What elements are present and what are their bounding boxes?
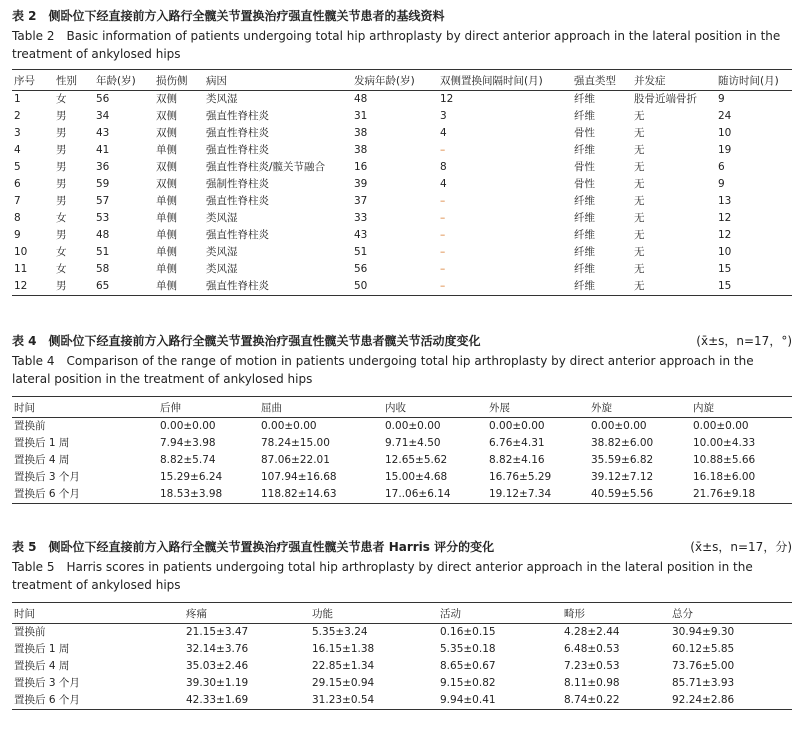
table-cell: – [440, 246, 446, 258]
table-cell: 双侧 [156, 110, 177, 122]
table4-header-cell: 后伸 [160, 401, 181, 414]
table-cell: 10 [14, 246, 28, 258]
table-cell: 无 [634, 229, 645, 241]
table-cell: 9 [14, 229, 21, 241]
table5-header-row [12, 603, 792, 624]
table-cell: 8.11±0.98 [564, 677, 620, 689]
table-cell: 19.12±7.34 [489, 488, 552, 500]
table-cell: 置换前 [14, 626, 46, 638]
table-cell: 双侧 [156, 161, 177, 173]
table-row [12, 641, 792, 658]
table-cell: 53 [96, 212, 110, 224]
table-cell: 16 [354, 161, 368, 173]
table-row [12, 142, 792, 159]
table-cell: 骨性 [574, 127, 595, 139]
table-cell: 双侧 [156, 178, 177, 190]
table2-header-cell: 性别 [56, 74, 77, 87]
table-cell: 33 [354, 212, 368, 224]
table-cell: 12 [14, 280, 28, 292]
table-cell: 5.35±3.24 [312, 626, 368, 638]
table2-header-cell: 序号 [14, 74, 35, 87]
table-cell: 17..06±6.14 [385, 488, 451, 500]
table-cell: 57 [96, 195, 110, 207]
table-cell: 女 [56, 93, 67, 105]
table-cell: 纤维 [574, 195, 595, 207]
table-cell: 9.15±0.82 [440, 677, 496, 689]
table-row [12, 486, 792, 504]
table-cell: 73.76±5.00 [672, 660, 735, 672]
table-cell: 纤维 [574, 263, 595, 275]
table-cell: 0.00±0.00 [385, 420, 441, 432]
table-cell: 12.65±5.62 [385, 454, 448, 466]
table-cell: 56 [96, 93, 110, 105]
table4-header-cell: 外展 [489, 401, 510, 414]
table-cell: 8.82±5.74 [160, 454, 216, 466]
table-cell: 单侧 [156, 144, 177, 156]
table-cell: 无 [634, 280, 645, 292]
table-cell: 40.59±5.56 [591, 488, 654, 500]
table5 [12, 602, 792, 710]
table-cell: 9.94±0.41 [440, 694, 496, 706]
table-cell: 118.82±14.63 [261, 488, 337, 500]
table-cell: 39.12±7.12 [591, 471, 654, 483]
table-cell: 38.82±6.00 [591, 437, 654, 449]
table-cell: 男 [56, 195, 67, 207]
table-cell: 置换后 3 个月 [14, 471, 80, 483]
table-cell: 2 [14, 110, 21, 122]
table-cell: 强直性脊柱炎 [206, 229, 269, 241]
table-cell: 强直性脊柱炎 [206, 127, 269, 139]
table-cell: 单侧 [156, 195, 177, 207]
table2-header-cell: 发病年龄(岁) [354, 74, 415, 87]
table-cell: 女 [56, 246, 67, 258]
table-cell: 无 [634, 178, 645, 190]
table-cell: 强直性脊柱炎 [206, 144, 269, 156]
table-cell: 4 [14, 144, 21, 156]
table-cell: 38 [354, 127, 368, 139]
table4-block [12, 333, 792, 504]
table-cell: 男 [56, 229, 67, 241]
table-cell: 9.71±4.50 [385, 437, 441, 449]
table-cell: 置换后 4 周 [14, 454, 70, 466]
table-cell: 0.00±0.00 [591, 420, 647, 432]
table-cell: 92.24±2.86 [672, 694, 735, 706]
table-cell: 无 [634, 127, 645, 139]
table-cell: 9 [718, 93, 725, 105]
table-cell: 48 [96, 229, 110, 241]
table-cell: 22.85±1.34 [312, 660, 375, 672]
table-cell: 类风湿 [206, 212, 238, 224]
table-cell: 0.00±0.00 [693, 420, 749, 432]
table-cell: 4.28±2.44 [564, 626, 620, 638]
table-cell: 纤维 [574, 93, 595, 105]
table-cell: 31.23±0.54 [312, 694, 375, 706]
table-cell: 39.30±1.19 [186, 677, 249, 689]
table-cell: 15.29±6.24 [160, 471, 223, 483]
table-cell: 纤维 [574, 144, 595, 156]
table4 [12, 396, 792, 504]
table-cell: 32.14±3.76 [186, 643, 249, 655]
table-cell: 单侧 [156, 229, 177, 241]
table-row [12, 435, 792, 452]
table-cell: 无 [634, 110, 645, 122]
table-cell: 51 [354, 246, 368, 258]
table-cell: 3 [14, 127, 21, 139]
table-cell: 12 [440, 93, 454, 105]
table-cell: 单侧 [156, 280, 177, 292]
table-cell: 置换后 6 个月 [14, 488, 80, 500]
table-cell: 0.16±0.15 [440, 626, 496, 638]
table5-header-cell: 功能 [312, 607, 333, 620]
table4-caption-zh: 表 4 侧卧位下经直接前方入路行全髋关节置换治疗强直性髋关节患者髋关节活动度变化 (x̄±s，n=17，°) [12, 334, 792, 348]
table-cell: 56 [354, 263, 368, 275]
table5-header-cell: 疼痛 [186, 607, 207, 620]
table4-note: (x̄±s，n=17，°) [696, 334, 792, 348]
table-cell: 0.00±0.00 [489, 420, 545, 432]
table-cell: 58 [96, 263, 110, 275]
table-cell: 无 [634, 144, 645, 156]
table-cell: 59 [96, 178, 110, 190]
table-cell: 4 [440, 127, 447, 139]
table-row [12, 675, 792, 692]
table-cell: 35.59±6.82 [591, 454, 654, 466]
table-cell: 10.00±4.33 [693, 437, 756, 449]
table-cell: 6.48±0.53 [564, 643, 620, 655]
table-cell: 女 [56, 263, 67, 275]
table-cell: 10 [718, 127, 732, 139]
table-row [12, 227, 792, 244]
table2-header-row [12, 70, 792, 91]
table-cell: 男 [56, 110, 67, 122]
table-row [12, 244, 792, 261]
table-cell: 11 [14, 263, 28, 275]
table-cell: 置换后 3 个月 [14, 677, 80, 689]
table-cell: 骨性 [574, 161, 595, 173]
table5-caption-en: Table 5 Harris scores in patients undergoing total hip arthroplasty by direct anterior approach in the lateral position in the treatment of ankylosed hips [12, 560, 753, 592]
table2-caption-zh: 表 2 侧卧位下经直接前方入路行全髋关节置换治疗强直性髋关节患者的基线资料 [12, 9, 445, 23]
table-cell: 置换前 [14, 420, 46, 432]
table4-header-cell: 外旋 [591, 401, 612, 414]
table-cell: 6.76±4.31 [489, 437, 545, 449]
table2-header-cell: 强直类型 [574, 74, 616, 87]
table-cell: – [440, 229, 446, 241]
table-cell: 15 [718, 280, 732, 292]
table-cell: 21.76±9.18 [693, 488, 756, 500]
table-cell: 12 [718, 212, 732, 224]
table-cell: 19 [718, 144, 732, 156]
table2-header-cell: 双侧置换间隔时间(月) [440, 74, 543, 87]
table-cell: 107.94±16.68 [261, 471, 337, 483]
table-cell: 0.00±0.00 [261, 420, 317, 432]
table-cell: 15 [718, 263, 732, 275]
table-cell: 78.24±15.00 [261, 437, 330, 449]
table-cell: 85.71±3.93 [672, 677, 735, 689]
table-cell: 纤维 [574, 229, 595, 241]
table5-header-cell: 时间 [14, 607, 35, 620]
table-cell: 34 [96, 110, 110, 122]
table-row [12, 278, 792, 296]
table-cell: 8 [440, 161, 447, 173]
table-cell: 男 [56, 161, 67, 173]
table-cell: 股骨近端骨折 [634, 93, 697, 105]
table-cell: 置换后 4 周 [14, 660, 70, 672]
table-cell: 类风湿 [206, 93, 238, 105]
table4-header-row [12, 397, 792, 418]
table4-header-cell: 时间 [14, 401, 35, 414]
table4-header-cell: 内旋 [693, 401, 714, 414]
table-cell: 87.06±22.01 [261, 454, 330, 466]
table-cell: 无 [634, 263, 645, 275]
table-cell: 6 [14, 178, 21, 190]
table-cell: 强直性脊柱炎/髋关节融合 [206, 161, 326, 173]
table4-caption-en: Table 4 Comparison of the range of motion in patients undergoing total hip arthroplasty by direct anterior approach in the lateral position in the treatment of ankylosed hips [12, 354, 754, 386]
table-cell: 单侧 [156, 212, 177, 224]
table-cell: 置换后 1 周 [14, 437, 70, 449]
table-cell: 纤维 [574, 110, 595, 122]
table-row [12, 692, 792, 710]
table-cell: 31 [354, 110, 368, 122]
table-cell: 女 [56, 212, 67, 224]
table-cell: 36 [96, 161, 110, 173]
table-cell: 29.15±0.94 [312, 677, 375, 689]
table-cell: 男 [56, 178, 67, 190]
table-cell: 无 [634, 246, 645, 258]
table-cell: 50 [354, 280, 368, 292]
table-row [12, 624, 792, 642]
table-cell: 43 [354, 229, 368, 241]
table2-header-cell: 病因 [206, 74, 227, 87]
table-cell: 39 [354, 178, 368, 190]
table-row [12, 418, 792, 436]
table-cell: 21.15±3.47 [186, 626, 249, 638]
table-row [12, 159, 792, 176]
table2-block [12, 8, 792, 296]
table-cell: 60.12±5.85 [672, 643, 735, 655]
table-cell: 10 [718, 246, 732, 258]
table-cell: 类风湿 [206, 263, 238, 275]
table-cell: 65 [96, 280, 110, 292]
table-row [12, 469, 792, 486]
table-cell: 8 [14, 212, 21, 224]
table-cell: 24 [718, 110, 732, 122]
table-cell: 强直性脊柱炎 [206, 110, 269, 122]
table-cell: 10.88±5.66 [693, 454, 756, 466]
table-cell: – [440, 263, 446, 275]
table-cell: 8.82±4.16 [489, 454, 545, 466]
table-cell: 16.15±1.38 [312, 643, 375, 655]
table-cell: 纤维 [574, 246, 595, 258]
table-cell: 纤维 [574, 212, 595, 224]
table-cell: 7.23±0.53 [564, 660, 620, 672]
table-cell: 男 [56, 127, 67, 139]
table-cell: 37 [354, 195, 368, 207]
table-cell: 置换后 1 周 [14, 643, 70, 655]
table-cell: 双侧 [156, 93, 177, 105]
table-cell: 30.94±9.30 [672, 626, 735, 638]
table-cell: – [440, 212, 446, 224]
table-cell: 7.94±3.98 [160, 437, 216, 449]
table-cell: 51 [96, 246, 110, 258]
table-row [12, 108, 792, 125]
table-cell: 41 [96, 144, 110, 156]
table-cell: 38 [354, 144, 368, 156]
table-cell: 43 [96, 127, 110, 139]
table-row [12, 193, 792, 210]
table-cell: 男 [56, 144, 67, 156]
table-row [12, 91, 792, 109]
table-cell: 置换后 6 个月 [14, 694, 80, 706]
table-cell: 强制性脊柱炎 [206, 178, 269, 190]
table5-note: (x̄±s，n=17，分) [690, 540, 792, 554]
table5-block [12, 539, 792, 710]
table-cell: 35.03±2.46 [186, 660, 249, 672]
table-cell: – [440, 144, 446, 156]
table-row [12, 261, 792, 278]
table-row [12, 658, 792, 675]
table5-caption-zh: 表 5 侧卧位下经直接前方入路行全髋关节置换治疗强直性髋关节患者 Harris 评分的变化 (x̄±s，n=17，分) [12, 540, 792, 554]
table-row [12, 210, 792, 227]
table-cell: – [440, 280, 446, 292]
table5-header-cell: 畸形 [564, 607, 585, 620]
table-cell: 4 [440, 178, 447, 190]
table2-header-cell: 并发症 [634, 74, 666, 87]
table5-header-cell: 活动 [440, 607, 461, 620]
table-cell: 无 [634, 195, 645, 207]
table-cell: 6 [718, 161, 725, 173]
table-cell: 强直性脊柱炎 [206, 195, 269, 207]
table-cell: 5.35±0.18 [440, 643, 496, 655]
table-cell: 8.74±0.22 [564, 694, 620, 706]
table-row [12, 125, 792, 142]
table5-header-cell: 总分 [672, 607, 693, 620]
table-cell: 0.00±0.00 [160, 420, 216, 432]
table-cell: 9 [718, 178, 725, 190]
table-cell: 无 [634, 161, 645, 173]
table-cell: 骨性 [574, 178, 595, 190]
table-cell: 1 [14, 93, 21, 105]
table2 [12, 69, 792, 296]
table-cell: 无 [634, 212, 645, 224]
table-cell: 5 [14, 161, 21, 173]
table4-header-cell: 屈曲 [261, 401, 282, 414]
table2-header-cell: 损伤侧 [156, 74, 188, 87]
table-cell: 18.53±3.98 [160, 488, 223, 500]
table2-caption-en: Table 2 Basic information of patients undergoing total hip arthroplasty by direct anterior approach in the lateral position in the treatment of ankylosed hips [12, 29, 781, 61]
table-cell: 3 [440, 110, 447, 122]
table4-header-cell: 内收 [385, 401, 406, 414]
table-row [12, 176, 792, 193]
table-row [12, 452, 792, 469]
table-cell: 男 [56, 280, 67, 292]
table2-header-cell: 年龄(岁) [96, 74, 136, 87]
table-cell: 12 [718, 229, 732, 241]
table-cell: 7 [14, 195, 21, 207]
table-cell: 16.18±6.00 [693, 471, 756, 483]
table-cell: 类风湿 [206, 246, 238, 258]
table-cell: – [440, 195, 446, 207]
table-cell: 强直性脊柱炎 [206, 280, 269, 292]
table-cell: 单侧 [156, 263, 177, 275]
table-cell: 48 [354, 93, 368, 105]
table-cell: 16.76±5.29 [489, 471, 552, 483]
table2-header-cell: 随访时间(月) [718, 74, 779, 87]
table-cell: 纤维 [574, 280, 595, 292]
table-cell: 单侧 [156, 246, 177, 258]
table-cell: 8.65±0.67 [440, 660, 496, 672]
table-cell: 42.33±1.69 [186, 694, 249, 706]
table-cell: 13 [718, 195, 732, 207]
table-cell: 15.00±4.68 [385, 471, 448, 483]
table-cell: 双侧 [156, 127, 177, 139]
